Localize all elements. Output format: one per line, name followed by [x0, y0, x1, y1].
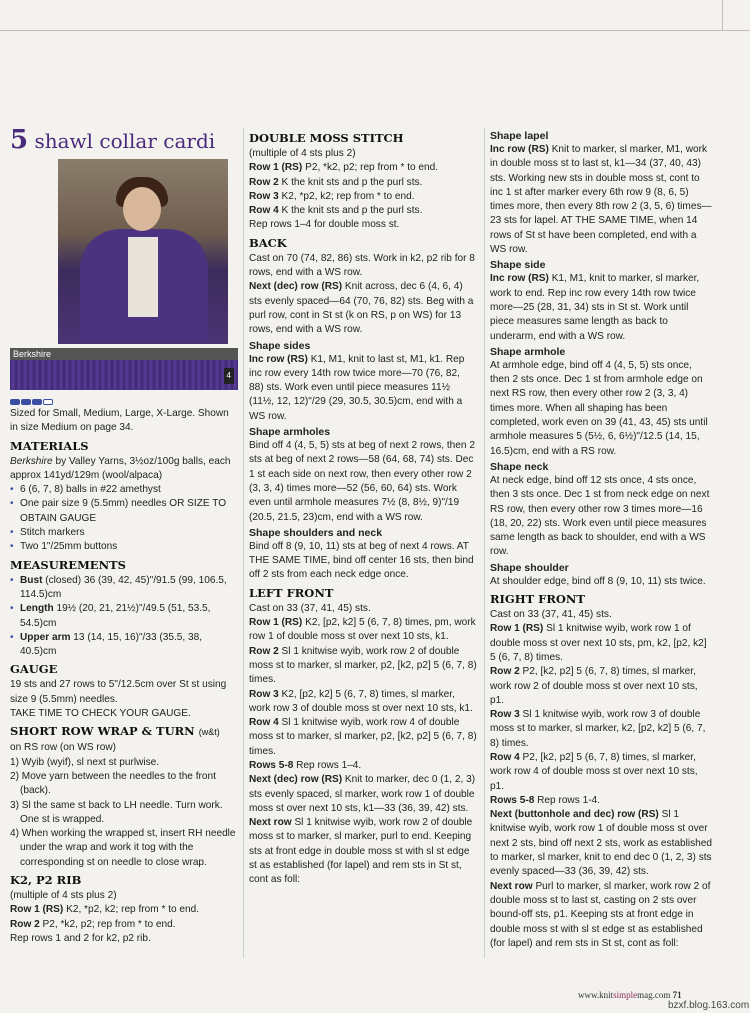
- k2p2-intro: (multiple of 4 sts plus 2): [10, 890, 117, 902]
- list-item: 3) Sl the same st back to LH needle. Turn work. One st is wrapped.: [10, 799, 223, 825]
- shape-side-heading: Shape side: [490, 259, 546, 272]
- shape-armhole-heading: Shape armhole: [490, 345, 566, 358]
- right-front-row: Row 2 P2, [k2, p2] 5 (6, 7, 8) times, sl marker, work row 2 of double moss st over next 10 sts, p1.: [490, 666, 698, 706]
- right-front-row: Rows 5-8 Rep rows 1-4.: [490, 794, 600, 806]
- watermark: bzxf.blog.163.com: [668, 1000, 750, 1011]
- shape-shoulders-heading: Shape shoulders and neck: [249, 526, 383, 539]
- shape-armholes-heading: Shape armholes: [249, 426, 331, 439]
- armhole-text: At armhole edge, bind off 4 (4, 5, 5) sts once, then 2 sts once. Dec 1 st from armhole edge on next RS row, then every other row 2 (3, 3, 4) times more. When all shaping has been completed, work even on 39 (41, 43, 45) sts until armhole measures 5 (5½, 6, 6½)"/12.5 (14, 15, 16.5)cm, end with a RS row.: [490, 359, 708, 457]
- double-moss-row: Row 2 K the knit sts and p the purl sts.: [249, 176, 423, 188]
- back-text: Cast on 70 (74, 82, 86) sts. Work in k2, p2 rib for 8 rows, end with a WS row.: [249, 252, 475, 279]
- shape-shoulder-heading: Shape shoulder: [490, 561, 569, 574]
- back-text: Next (dec) row (RS) Knit across, dec 6 (4, 6, 4) sts evenly spaced—64 (70, 76, 82) sts. Beg with a purl row, cont in St st (k on RS, p on WS) for 13 rows, end with a WS row.: [249, 281, 474, 336]
- k2p2-row: Row 1 (RS) K2, *p2, k2; rep from * to end.: [10, 904, 200, 916]
- left-front-row: Next row Sl 1 knitwise wyib, work row 2 of double moss st to marker, sl marker, purl to end. Keeping sts at front edge in double moss st with sl st edge st as established (for lapel) and rem sts in St st, cont as foll:: [249, 817, 473, 886]
- double-moss-row: Row 1 (RS) P2, *k2, p2; rep from * to end.: [249, 162, 439, 174]
- double-moss-heading: DOUBLE MOSS STITCH: [249, 131, 404, 145]
- right-front-row: Row 1 (RS) Sl 1 knitwise wyib, work row 1 of double moss st over next 10 sts, pm, k2, [p2, k2] 5 (6, 7, 8) times.: [490, 623, 707, 663]
- materials-heading: MATERIALS: [10, 438, 89, 453]
- yarn-swatch: [10, 360, 238, 390]
- swatch-label: Berkshire: [10, 348, 238, 360]
- pattern-number: 5: [10, 125, 29, 155]
- measurements-list: [10, 574, 238, 660]
- short-row-intro: on RS row (on WS row): [10, 742, 117, 754]
- back-text: Bind off 8 (9, 10, 11) sts at beg of next 4 rows. AT THE SAME TIME, bind off center 16 sts, then bind off 2 sts from each neck edge once.: [249, 540, 474, 581]
- model-photo: [58, 159, 228, 344]
- yarn-text: Berkshire by Valley Yarns, 3½oz/100g balls, each approx 141yd/129m (wool/alpaca): [10, 455, 231, 481]
- page-footer: www.knitsimplemag.com 71: [578, 990, 682, 1000]
- materials-list: [10, 483, 238, 554]
- trim-mark: [722, 0, 723, 30]
- shoulder-text: At shoulder edge, bind off 8 (9, 10, 11) sts twice.: [490, 575, 706, 587]
- left-front-intro: Cast on 33 (37, 41, 45) sts.: [249, 602, 371, 614]
- shape-lapel-heading: Shape lapel: [490, 130, 549, 142]
- right-front-heading: RIGHT FRONT: [490, 592, 585, 607]
- skill-level-icon: [10, 396, 238, 403]
- double-moss-outro: Rep rows 1–4 for double moss st.: [249, 219, 400, 231]
- column-3: [490, 128, 714, 951]
- left-front-row: Next (dec) row (RS) Knit to marker, dec 0 (1, 2, 3) sts evenly spaced, sl marker, work row 1 of double moss st over next 10 sts, k1—33 (36, 39, 42) sts.: [249, 774, 476, 814]
- list-item: 1) Wyib (wyif), sl next st purlwise.: [10, 756, 160, 768]
- list-item: • Stitch markers: [10, 526, 238, 540]
- shape-neck-heading: Shape neck: [490, 460, 549, 473]
- short-row-heading: SHORT ROW WRAP & TURN (w&t): [10, 724, 220, 739]
- left-front-heading: LEFT FRONT: [249, 585, 334, 600]
- measurements-heading: MEASUREMENTS: [10, 557, 126, 572]
- neck-text: At neck edge, bind off 12 sts once, 4 sts once, then 3 sts once. Dec 1 st from neck edge on next RS row, then every other row 3 times more—16 (18, 20, 22) sts. Work even until piece measures same length as back to shoulder, end with a WS row.: [490, 474, 710, 558]
- right-front-row: Next (buttonhole and dec) row (RS) Sl 1 knitwise wyib, work row 1 of double moss st over next 2 sts, bind off next 2 sts, work as established to marker, sl marker, knit to end dec 0 (1, 2, 3) sts evenly spaced—33 (36, 39, 42) sts.: [490, 809, 712, 878]
- pattern-title: [10, 125, 238, 155]
- pattern-name: shawl collar cardi: [34, 129, 216, 153]
- left-front-row: Rows 5-8 Rep rows 1–4.: [249, 759, 362, 771]
- right-front-row: Next row Purl to marker, sl marker, work row 2 of double moss st to last st, casting on 2 sts over bound-off sts, p1. Keeping sts at front edge in double moss st with sl st edge st as established (for lapel) and rem sts in St st, cont as foll:: [490, 880, 711, 949]
- right-front-row: Row 3 Sl 1 knitwise wyib, work row 3 of double moss st to marker, sl marker, k2, [p2, k2] 5 (6, 7, 8) times.: [490, 709, 706, 749]
- k2p2-row: Row 2 P2, *k2, p2; rep from * to end.: [10, 918, 176, 930]
- lapel-text: Inc row (RS) Knit to marker, sl marker, M1, work in double moss st to last st, k1—34 (37, 40, 43) sts. Working new sts in double moss st, cont to inc 1 st after marker every 6th row 9 (8, 6, 5) times more, then every 8th row 2 (3, 5, 6) times—23 sts for lapel. AT THE SAME TIME, when 14 rows of St st have been completed, end with a WS row.: [490, 144, 712, 256]
- list-item: 4) When working the wrapped st, insert RH needle under the wrap and work it tog with the corresponding st on needle to close wrap.: [10, 828, 236, 868]
- k2p2-heading: K2, P2 RIB: [10, 873, 82, 888]
- right-front-intro: Cast on 33 (37, 41, 45) sts.: [490, 609, 612, 621]
- left-front-row: Row 3 K2, [p2, k2] 5 (6, 7, 8) times, sl marker, work row 3 of double moss st over next 10 sts, k1.: [249, 688, 473, 714]
- page-number: 71: [672, 990, 682, 1000]
- yarn-weight-icon: 4: [224, 368, 234, 384]
- gauge-note: TAKE TIME TO CHECK YOUR GAUGE.: [10, 708, 191, 720]
- right-front-row: Row 4 P2, [k2, p2] 5 (6, 7, 8) times, sl marker, work row 4 of double moss st over next 10 sts, p1.: [490, 751, 698, 792]
- list-item: • Upper arm 13 (14, 15, 16)"/33 (35.5, 38, 40.5)cm: [10, 631, 238, 660]
- list-item: • Length 19½ (20, 21, 21½)"/49.5 (51, 53.5, 54.5)cm: [10, 602, 238, 631]
- left-front-row: Row 1 (RS) K2, [p2, k2] 5 (6, 7, 8) times, pm, work row 1 of double moss st over next 10 sts, k1.: [249, 617, 476, 643]
- back-heading: BACK: [249, 235, 287, 250]
- left-front-row: Row 4 Sl 1 knitwise wyib, work row 4 of double moss st to marker, sl marker, p2, [k2, p2] 5 (6, 7, 8) times.: [249, 717, 477, 757]
- shape-sides-heading: Shape sides: [249, 339, 311, 352]
- top-rule: [0, 30, 750, 31]
- left-front-row: Row 2 Sl 1 knitwise wyib, work row 2 of double moss st to marker, sl marker, p2, [k2, p2] 5 (6, 7, 8) times.: [249, 645, 477, 686]
- list-item: • Bust (closed) 36 (39, 42, 45)"/91.5 (99, 106.5, 114.5)cm: [10, 574, 238, 603]
- gauge-text: 19 sts and 27 rows to 5"/12.5cm over St st using size 9 (5.5mm) needles.: [10, 679, 227, 705]
- column-2: [249, 128, 477, 888]
- back-text: Inc row (RS) K1, M1, knit to last st, M1, k1. Rep inc row every 14th row twice more—70 (76, 82, 88) sts. Work even until piece measures 11½ (11½, 12, 12)"/29 (29, 30.5, 30.5)cm, end with a WS row.: [249, 353, 465, 422]
- list-item: 2) Move yarn between the needles to the front (back).: [10, 770, 216, 797]
- gauge-heading: GAUGE: [10, 662, 58, 677]
- short-row-steps: [10, 756, 238, 870]
- column-divider: [484, 128, 485, 958]
- k2p2-outro: Rep rows 1 and 2 for k2, p2 rib.: [10, 932, 151, 944]
- column-1: [10, 125, 238, 946]
- side-text: Inc row (RS) K1, M1, knit to marker, sl marker, work to end. Rep inc row every 14th row twice more—25 (28, 31, 34) sts in St st. Work until piece measures same length as back to underarm, end with a WS row.: [490, 273, 700, 342]
- sizes-text: Sized for Small, Medium, Large, X-Large. Shown in size Medium on page 34.: [10, 408, 229, 434]
- double-moss-intro: (multiple of 4 sts plus 2): [249, 148, 356, 159]
- column-divider: [243, 128, 244, 958]
- list-item: • One pair size 9 (5.5mm) needles OR SIZE TO OBTAIN GAUGE: [10, 497, 238, 526]
- list-item: • Two 1"/25mm buttons: [10, 540, 238, 554]
- list-item: • 6 (6, 7, 8) balls in #22 amethyst: [10, 483, 238, 497]
- double-moss-row: Row 4 K the knit sts and p the purl sts.: [249, 205, 423, 217]
- double-moss-row: Row 3 K2, *p2, k2; rep from * to end.: [249, 190, 415, 202]
- back-text: Bind off 4 (4, 5, 5) sts at beg of next 2 rows, then 2 sts at beg of next 2 rows—58 (64, 68, 74) sts. Dec 1 st each side on next row, then every other row 2 (3, 3, 4) times more—52 (56, 60, 64) sts. Work even until armhole measures 7½ (8, 8½, 9)"/19 (20.5, 21.5, 23)cm, end with a WS row.: [249, 440, 475, 523]
